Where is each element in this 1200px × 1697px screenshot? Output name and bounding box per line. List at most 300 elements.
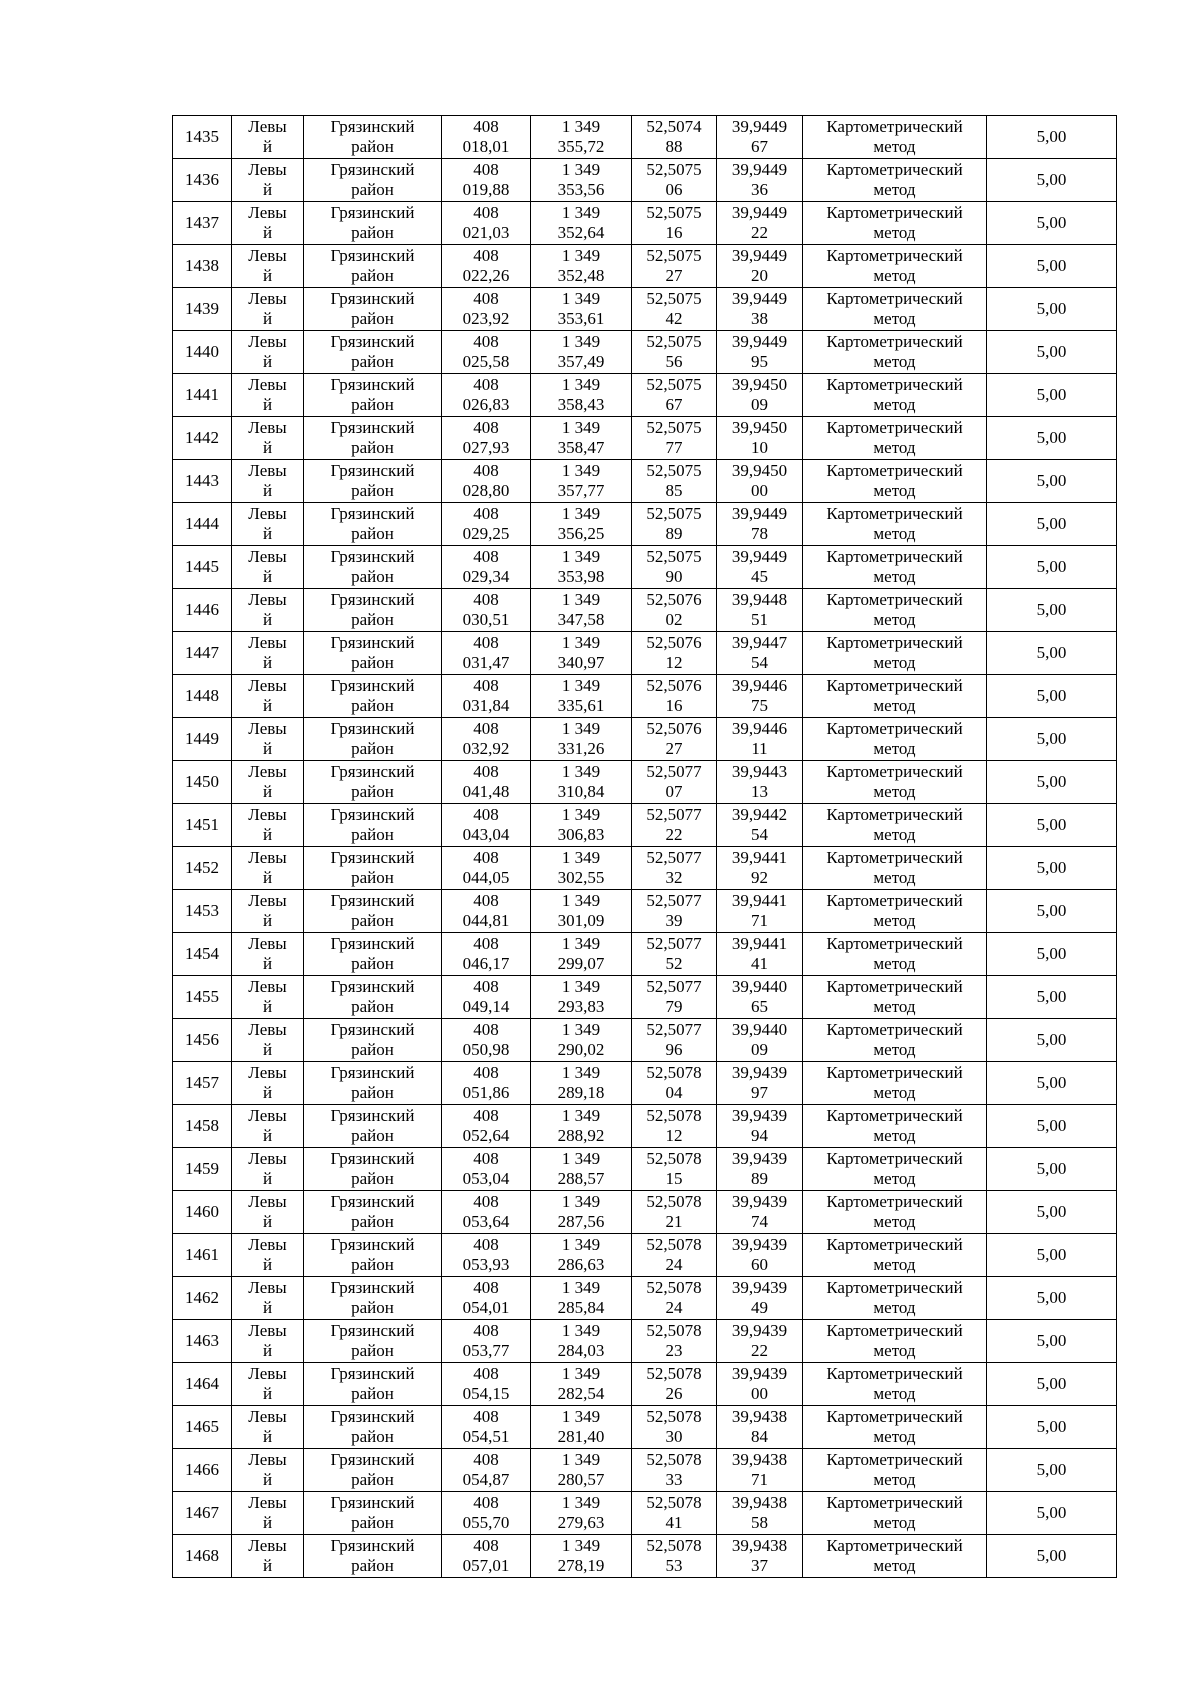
accuracy-cell: 5,00 bbox=[987, 417, 1117, 460]
y-coordinate-cell: 1 349 288,92 bbox=[531, 1105, 632, 1148]
accuracy-cell: 5,00 bbox=[987, 675, 1117, 718]
method-cell: Картометрический метод bbox=[803, 976, 987, 1019]
district-cell: Грязинский район bbox=[304, 589, 442, 632]
latitude-cell: 52,5074 88 bbox=[632, 116, 717, 159]
accuracy-cell: 5,00 bbox=[987, 804, 1117, 847]
latitude-cell: 52,5075 16 bbox=[632, 202, 717, 245]
latitude-cell: 52,5075 06 bbox=[632, 159, 717, 202]
district-cell: Грязинский район bbox=[304, 245, 442, 288]
table-row bbox=[173, 288, 1117, 331]
method-cell: Картометрический метод bbox=[803, 1449, 987, 1492]
point-number-cell: 1453 bbox=[173, 890, 232, 933]
coordinates-table bbox=[172, 115, 1117, 1578]
x-coordinate-cell: 408 053,04 bbox=[442, 1148, 531, 1191]
side-cell: Левы й bbox=[232, 159, 304, 202]
table-row bbox=[173, 546, 1117, 589]
accuracy-cell: 5,00 bbox=[987, 1019, 1117, 1062]
longitude-cell: 39,9439 74 bbox=[717, 1191, 803, 1234]
method-cell: Картометрический метод bbox=[803, 1191, 987, 1234]
y-coordinate-cell: 1 349 335,61 bbox=[531, 675, 632, 718]
table-row bbox=[173, 1234, 1117, 1277]
method-cell: Картометрический метод bbox=[803, 1234, 987, 1277]
method-cell: Картометрический метод bbox=[803, 1062, 987, 1105]
x-coordinate-cell: 408 028,80 bbox=[442, 460, 531, 503]
table-row bbox=[173, 374, 1117, 417]
table-row bbox=[173, 761, 1117, 804]
point-number-cell: 1455 bbox=[173, 976, 232, 1019]
longitude-cell: 39,9449 67 bbox=[717, 116, 803, 159]
latitude-cell: 52,5077 32 bbox=[632, 847, 717, 890]
point-number-cell: 1454 bbox=[173, 933, 232, 976]
table-row bbox=[173, 1492, 1117, 1535]
point-number-cell: 1457 bbox=[173, 1062, 232, 1105]
point-number-cell: 1439 bbox=[173, 288, 232, 331]
longitude-cell: 39,9440 09 bbox=[717, 1019, 803, 1062]
x-coordinate-cell: 408 054,15 bbox=[442, 1363, 531, 1406]
latitude-cell: 52,5076 27 bbox=[632, 718, 717, 761]
table-row bbox=[173, 847, 1117, 890]
longitude-cell: 39,9439 97 bbox=[717, 1062, 803, 1105]
x-coordinate-cell: 408 021,03 bbox=[442, 202, 531, 245]
district-cell: Грязинский район bbox=[304, 1363, 442, 1406]
method-cell: Картометрический метод bbox=[803, 202, 987, 245]
table-row bbox=[173, 159, 1117, 202]
point-number-cell: 1466 bbox=[173, 1449, 232, 1492]
side-cell: Левы й bbox=[232, 890, 304, 933]
y-coordinate-cell: 1 349 286,63 bbox=[531, 1234, 632, 1277]
table-row bbox=[173, 1406, 1117, 1449]
method-cell: Картометрический метод bbox=[803, 804, 987, 847]
accuracy-cell: 5,00 bbox=[987, 116, 1117, 159]
point-number-cell: 1442 bbox=[173, 417, 232, 460]
district-cell: Грязинский район bbox=[304, 1191, 442, 1234]
y-coordinate-cell: 1 349 356,25 bbox=[531, 503, 632, 546]
district-cell: Грязинский район bbox=[304, 1320, 442, 1363]
side-cell: Левы й bbox=[232, 116, 304, 159]
side-cell: Левы й bbox=[232, 245, 304, 288]
latitude-cell: 52,5076 12 bbox=[632, 632, 717, 675]
method-cell: Картометрический метод bbox=[803, 417, 987, 460]
table-row bbox=[173, 1191, 1117, 1234]
side-cell: Левы й bbox=[232, 1406, 304, 1449]
table-row bbox=[173, 460, 1117, 503]
latitude-cell: 52,5078 23 bbox=[632, 1320, 717, 1363]
method-cell: Картометрический метод bbox=[803, 159, 987, 202]
table-row bbox=[173, 933, 1117, 976]
longitude-cell: 39,9449 38 bbox=[717, 288, 803, 331]
y-coordinate-cell: 1 349 285,84 bbox=[531, 1277, 632, 1320]
longitude-cell: 39,9449 36 bbox=[717, 159, 803, 202]
longitude-cell: 39,9438 84 bbox=[717, 1406, 803, 1449]
district-cell: Грязинский район bbox=[304, 417, 442, 460]
accuracy-cell: 5,00 bbox=[987, 159, 1117, 202]
y-coordinate-cell: 1 349 353,61 bbox=[531, 288, 632, 331]
side-cell: Левы й bbox=[232, 1449, 304, 1492]
longitude-cell: 39,9450 10 bbox=[717, 417, 803, 460]
point-number-cell: 1447 bbox=[173, 632, 232, 675]
y-coordinate-cell: 1 349 289,18 bbox=[531, 1062, 632, 1105]
x-coordinate-cell: 408 055,70 bbox=[442, 1492, 531, 1535]
side-cell: Левы й bbox=[232, 847, 304, 890]
latitude-cell: 52,5078 12 bbox=[632, 1105, 717, 1148]
method-cell: Картометрический метод bbox=[803, 632, 987, 675]
method-cell: Картометрический метод bbox=[803, 1019, 987, 1062]
x-coordinate-cell: 408 029,34 bbox=[442, 546, 531, 589]
point-number-cell: 1460 bbox=[173, 1191, 232, 1234]
side-cell: Левы й bbox=[232, 761, 304, 804]
side-cell: Левы й bbox=[232, 1234, 304, 1277]
longitude-cell: 39,9448 51 bbox=[717, 589, 803, 632]
y-coordinate-cell: 1 349 358,47 bbox=[531, 417, 632, 460]
district-cell: Грязинский район bbox=[304, 1019, 442, 1062]
y-coordinate-cell: 1 349 352,48 bbox=[531, 245, 632, 288]
x-coordinate-cell: 408 051,86 bbox=[442, 1062, 531, 1105]
side-cell: Левы й bbox=[232, 1105, 304, 1148]
y-coordinate-cell: 1 349 331,26 bbox=[531, 718, 632, 761]
accuracy-cell: 5,00 bbox=[987, 632, 1117, 675]
district-cell: Грязинский район bbox=[304, 718, 442, 761]
longitude-cell: 39,9440 65 bbox=[717, 976, 803, 1019]
y-coordinate-cell: 1 349 287,56 bbox=[531, 1191, 632, 1234]
latitude-cell: 52,5078 30 bbox=[632, 1406, 717, 1449]
point-number-cell: 1463 bbox=[173, 1320, 232, 1363]
x-coordinate-cell: 408 057,01 bbox=[442, 1535, 531, 1578]
x-coordinate-cell: 408 049,14 bbox=[442, 976, 531, 1019]
point-number-cell: 1459 bbox=[173, 1148, 232, 1191]
accuracy-cell: 5,00 bbox=[987, 503, 1117, 546]
longitude-cell: 39,9449 20 bbox=[717, 245, 803, 288]
x-coordinate-cell: 408 053,93 bbox=[442, 1234, 531, 1277]
y-coordinate-cell: 1 349 284,03 bbox=[531, 1320, 632, 1363]
method-cell: Картометрический метод bbox=[803, 1535, 987, 1578]
longitude-cell: 39,9439 22 bbox=[717, 1320, 803, 1363]
table-row bbox=[173, 202, 1117, 245]
accuracy-cell: 5,00 bbox=[987, 1449, 1117, 1492]
latitude-cell: 52,5078 41 bbox=[632, 1492, 717, 1535]
side-cell: Левы й bbox=[232, 804, 304, 847]
latitude-cell: 52,5078 15 bbox=[632, 1148, 717, 1191]
method-cell: Картометрический метод bbox=[803, 374, 987, 417]
district-cell: Грязинский район bbox=[304, 159, 442, 202]
latitude-cell: 52,5077 07 bbox=[632, 761, 717, 804]
table-row bbox=[173, 804, 1117, 847]
latitude-cell: 52,5075 42 bbox=[632, 288, 717, 331]
y-coordinate-cell: 1 349 353,98 bbox=[531, 546, 632, 589]
latitude-cell: 52,5078 53 bbox=[632, 1535, 717, 1578]
district-cell: Грязинский район bbox=[304, 1234, 442, 1277]
x-coordinate-cell: 408 029,25 bbox=[442, 503, 531, 546]
district-cell: Грязинский район bbox=[304, 460, 442, 503]
table-row bbox=[173, 1277, 1117, 1320]
accuracy-cell: 5,00 bbox=[987, 1363, 1117, 1406]
x-coordinate-cell: 408 023,92 bbox=[442, 288, 531, 331]
longitude-cell: 39,9450 00 bbox=[717, 460, 803, 503]
district-cell: Грязинский район bbox=[304, 1492, 442, 1535]
side-cell: Левы й bbox=[232, 1492, 304, 1535]
x-coordinate-cell: 408 053,77 bbox=[442, 1320, 531, 1363]
method-cell: Картометрический метод bbox=[803, 847, 987, 890]
longitude-cell: 39,9441 71 bbox=[717, 890, 803, 933]
longitude-cell: 39,9439 49 bbox=[717, 1277, 803, 1320]
method-cell: Картометрический метод bbox=[803, 1406, 987, 1449]
longitude-cell: 39,9438 58 bbox=[717, 1492, 803, 1535]
method-cell: Картометрический метод bbox=[803, 933, 987, 976]
x-coordinate-cell: 408 054,87 bbox=[442, 1449, 531, 1492]
accuracy-cell: 5,00 bbox=[987, 1191, 1117, 1234]
longitude-cell: 39,9447 54 bbox=[717, 632, 803, 675]
table-row bbox=[173, 718, 1117, 761]
table-row bbox=[173, 417, 1117, 460]
side-cell: Левы й bbox=[232, 1062, 304, 1105]
side-cell: Левы й bbox=[232, 589, 304, 632]
latitude-cell: 52,5075 89 bbox=[632, 503, 717, 546]
accuracy-cell: 5,00 bbox=[987, 202, 1117, 245]
x-coordinate-cell: 408 054,51 bbox=[442, 1406, 531, 1449]
longitude-cell: 39,9442 54 bbox=[717, 804, 803, 847]
accuracy-cell: 5,00 bbox=[987, 1535, 1117, 1578]
district-cell: Грязинский район bbox=[304, 804, 442, 847]
side-cell: Левы й bbox=[232, 503, 304, 546]
y-coordinate-cell: 1 349 352,64 bbox=[531, 202, 632, 245]
accuracy-cell: 5,00 bbox=[987, 245, 1117, 288]
district-cell: Грязинский район bbox=[304, 1062, 442, 1105]
table-row bbox=[173, 589, 1117, 632]
district-cell: Грязинский район bbox=[304, 976, 442, 1019]
point-number-cell: 1437 bbox=[173, 202, 232, 245]
side-cell: Левы й bbox=[232, 632, 304, 675]
side-cell: Левы й bbox=[232, 546, 304, 589]
longitude-cell: 39,9439 60 bbox=[717, 1234, 803, 1277]
y-coordinate-cell: 1 349 357,77 bbox=[531, 460, 632, 503]
x-coordinate-cell: 408 027,93 bbox=[442, 417, 531, 460]
longitude-cell: 39,9441 92 bbox=[717, 847, 803, 890]
method-cell: Картометрический метод bbox=[803, 331, 987, 374]
method-cell: Картометрический метод bbox=[803, 675, 987, 718]
latitude-cell: 52,5075 90 bbox=[632, 546, 717, 589]
side-cell: Левы й bbox=[232, 718, 304, 761]
method-cell: Картометрический метод bbox=[803, 503, 987, 546]
x-coordinate-cell: 408 053,64 bbox=[442, 1191, 531, 1234]
table-row bbox=[173, 1363, 1117, 1406]
table-row bbox=[173, 976, 1117, 1019]
point-number-cell: 1462 bbox=[173, 1277, 232, 1320]
method-cell: Картометрический метод bbox=[803, 1148, 987, 1191]
method-cell: Картометрический метод bbox=[803, 718, 987, 761]
side-cell: Левы й bbox=[232, 460, 304, 503]
side-cell: Левы й bbox=[232, 331, 304, 374]
y-coordinate-cell: 1 349 293,83 bbox=[531, 976, 632, 1019]
point-number-cell: 1446 bbox=[173, 589, 232, 632]
district-cell: Грязинский район bbox=[304, 1406, 442, 1449]
table-row bbox=[173, 675, 1117, 718]
method-cell: Картометрический метод bbox=[803, 890, 987, 933]
longitude-cell: 39,9439 89 bbox=[717, 1148, 803, 1191]
accuracy-cell: 5,00 bbox=[987, 718, 1117, 761]
y-coordinate-cell: 1 349 355,72 bbox=[531, 116, 632, 159]
accuracy-cell: 5,00 bbox=[987, 1406, 1117, 1449]
district-cell: Грязинский район bbox=[304, 1277, 442, 1320]
point-number-cell: 1464 bbox=[173, 1363, 232, 1406]
accuracy-cell: 5,00 bbox=[987, 1277, 1117, 1320]
table-row bbox=[173, 632, 1117, 675]
method-cell: Картометрический метод bbox=[803, 589, 987, 632]
side-cell: Левы й bbox=[232, 976, 304, 1019]
accuracy-cell: 5,00 bbox=[987, 847, 1117, 890]
y-coordinate-cell: 1 349 280,57 bbox=[531, 1449, 632, 1492]
y-coordinate-cell: 1 349 358,43 bbox=[531, 374, 632, 417]
latitude-cell: 52,5078 04 bbox=[632, 1062, 717, 1105]
x-coordinate-cell: 408 031,84 bbox=[442, 675, 531, 718]
y-coordinate-cell: 1 349 299,07 bbox=[531, 933, 632, 976]
district-cell: Грязинский район bbox=[304, 1105, 442, 1148]
accuracy-cell: 5,00 bbox=[987, 546, 1117, 589]
latitude-cell: 52,5076 16 bbox=[632, 675, 717, 718]
district-cell: Грязинский район bbox=[304, 1148, 442, 1191]
side-cell: Левы й bbox=[232, 1191, 304, 1234]
point-number-cell: 1452 bbox=[173, 847, 232, 890]
y-coordinate-cell: 1 349 302,55 bbox=[531, 847, 632, 890]
accuracy-cell: 5,00 bbox=[987, 976, 1117, 1019]
x-coordinate-cell: 408 031,47 bbox=[442, 632, 531, 675]
x-coordinate-cell: 408 046,17 bbox=[442, 933, 531, 976]
longitude-cell: 39,9449 22 bbox=[717, 202, 803, 245]
x-coordinate-cell: 408 043,04 bbox=[442, 804, 531, 847]
x-coordinate-cell: 408 019,88 bbox=[442, 159, 531, 202]
district-cell: Грязинский район bbox=[304, 546, 442, 589]
district-cell: Грязинский район bbox=[304, 761, 442, 804]
table-row bbox=[173, 1320, 1117, 1363]
longitude-cell: 39,9449 45 bbox=[717, 546, 803, 589]
district-cell: Грязинский район bbox=[304, 933, 442, 976]
latitude-cell: 52,5075 27 bbox=[632, 245, 717, 288]
district-cell: Грязинский район bbox=[304, 288, 442, 331]
point-number-cell: 1468 bbox=[173, 1535, 232, 1578]
longitude-cell: 39,9446 11 bbox=[717, 718, 803, 761]
method-cell: Картометрический метод bbox=[803, 1492, 987, 1535]
method-cell: Картометрический метод bbox=[803, 245, 987, 288]
district-cell: Грязинский район bbox=[304, 675, 442, 718]
district-cell: Грязинский район bbox=[304, 1535, 442, 1578]
accuracy-cell: 5,00 bbox=[987, 890, 1117, 933]
longitude-cell: 39,9438 37 bbox=[717, 1535, 803, 1578]
latitude-cell: 52,5077 22 bbox=[632, 804, 717, 847]
y-coordinate-cell: 1 349 310,84 bbox=[531, 761, 632, 804]
method-cell: Картометрический метод bbox=[803, 546, 987, 589]
accuracy-cell: 5,00 bbox=[987, 288, 1117, 331]
latitude-cell: 52,5075 77 bbox=[632, 417, 717, 460]
table-body bbox=[173, 116, 1117, 1578]
x-coordinate-cell: 408 018,01 bbox=[442, 116, 531, 159]
district-cell: Грязинский район bbox=[304, 632, 442, 675]
district-cell: Грязинский район bbox=[304, 847, 442, 890]
accuracy-cell: 5,00 bbox=[987, 1320, 1117, 1363]
side-cell: Левы й bbox=[232, 1320, 304, 1363]
latitude-cell: 52,5075 56 bbox=[632, 331, 717, 374]
point-number-cell: 1450 bbox=[173, 761, 232, 804]
method-cell: Картометрический метод bbox=[803, 116, 987, 159]
x-coordinate-cell: 408 044,81 bbox=[442, 890, 531, 933]
latitude-cell: 52,5078 21 bbox=[632, 1191, 717, 1234]
table-row bbox=[173, 1449, 1117, 1492]
point-number-cell: 1441 bbox=[173, 374, 232, 417]
latitude-cell: 52,5078 24 bbox=[632, 1277, 717, 1320]
y-coordinate-cell: 1 349 288,57 bbox=[531, 1148, 632, 1191]
table-row bbox=[173, 890, 1117, 933]
district-cell: Грязинский район bbox=[304, 331, 442, 374]
latitude-cell: 52,5077 39 bbox=[632, 890, 717, 933]
x-coordinate-cell: 408 026,83 bbox=[442, 374, 531, 417]
latitude-cell: 52,5075 67 bbox=[632, 374, 717, 417]
latitude-cell: 52,5077 96 bbox=[632, 1019, 717, 1062]
district-cell: Грязинский район bbox=[304, 890, 442, 933]
point-number-cell: 1467 bbox=[173, 1492, 232, 1535]
y-coordinate-cell: 1 349 290,02 bbox=[531, 1019, 632, 1062]
table-row bbox=[173, 1062, 1117, 1105]
y-coordinate-cell: 1 349 347,58 bbox=[531, 589, 632, 632]
district-cell: Грязинский район bbox=[304, 374, 442, 417]
accuracy-cell: 5,00 bbox=[987, 374, 1117, 417]
method-cell: Картометрический метод bbox=[803, 1105, 987, 1148]
side-cell: Левы й bbox=[232, 1019, 304, 1062]
point-number-cell: 1445 bbox=[173, 546, 232, 589]
method-cell: Картометрический метод bbox=[803, 288, 987, 331]
accuracy-cell: 5,00 bbox=[987, 460, 1117, 503]
accuracy-cell: 5,00 bbox=[987, 933, 1117, 976]
table-row bbox=[173, 1148, 1117, 1191]
latitude-cell: 52,5077 52 bbox=[632, 933, 717, 976]
longitude-cell: 39,9446 75 bbox=[717, 675, 803, 718]
accuracy-cell: 5,00 bbox=[987, 1062, 1117, 1105]
point-number-cell: 1465 bbox=[173, 1406, 232, 1449]
point-number-cell: 1436 bbox=[173, 159, 232, 202]
point-number-cell: 1451 bbox=[173, 804, 232, 847]
method-cell: Картометрический метод bbox=[803, 761, 987, 804]
point-number-cell: 1449 bbox=[173, 718, 232, 761]
table-row bbox=[173, 1535, 1117, 1578]
longitude-cell: 39,9438 71 bbox=[717, 1449, 803, 1492]
accuracy-cell: 5,00 bbox=[987, 1492, 1117, 1535]
y-coordinate-cell: 1 349 279,63 bbox=[531, 1492, 632, 1535]
side-cell: Левы й bbox=[232, 1535, 304, 1578]
y-coordinate-cell: 1 349 281,40 bbox=[531, 1406, 632, 1449]
point-number-cell: 1461 bbox=[173, 1234, 232, 1277]
point-number-cell: 1440 bbox=[173, 331, 232, 374]
y-coordinate-cell: 1 349 357,49 bbox=[531, 331, 632, 374]
latitude-cell: 52,5075 85 bbox=[632, 460, 717, 503]
longitude-cell: 39,9449 95 bbox=[717, 331, 803, 374]
accuracy-cell: 5,00 bbox=[987, 1234, 1117, 1277]
side-cell: Левы й bbox=[232, 933, 304, 976]
y-coordinate-cell: 1 349 306,83 bbox=[531, 804, 632, 847]
method-cell: Картометрический метод bbox=[803, 1277, 987, 1320]
side-cell: Левы й bbox=[232, 374, 304, 417]
longitude-cell: 39,9443 13 bbox=[717, 761, 803, 804]
y-coordinate-cell: 1 349 340,97 bbox=[531, 632, 632, 675]
y-coordinate-cell: 1 349 282,54 bbox=[531, 1363, 632, 1406]
longitude-cell: 39,9439 94 bbox=[717, 1105, 803, 1148]
accuracy-cell: 5,00 bbox=[987, 589, 1117, 632]
point-number-cell: 1438 bbox=[173, 245, 232, 288]
point-number-cell: 1456 bbox=[173, 1019, 232, 1062]
point-number-cell: 1443 bbox=[173, 460, 232, 503]
method-cell: Картометрический метод bbox=[803, 1363, 987, 1406]
side-cell: Левы й bbox=[232, 288, 304, 331]
accuracy-cell: 5,00 bbox=[987, 331, 1117, 374]
point-number-cell: 1444 bbox=[173, 503, 232, 546]
point-number-cell: 1448 bbox=[173, 675, 232, 718]
x-coordinate-cell: 408 054,01 bbox=[442, 1277, 531, 1320]
method-cell: Картометрический метод bbox=[803, 1320, 987, 1363]
